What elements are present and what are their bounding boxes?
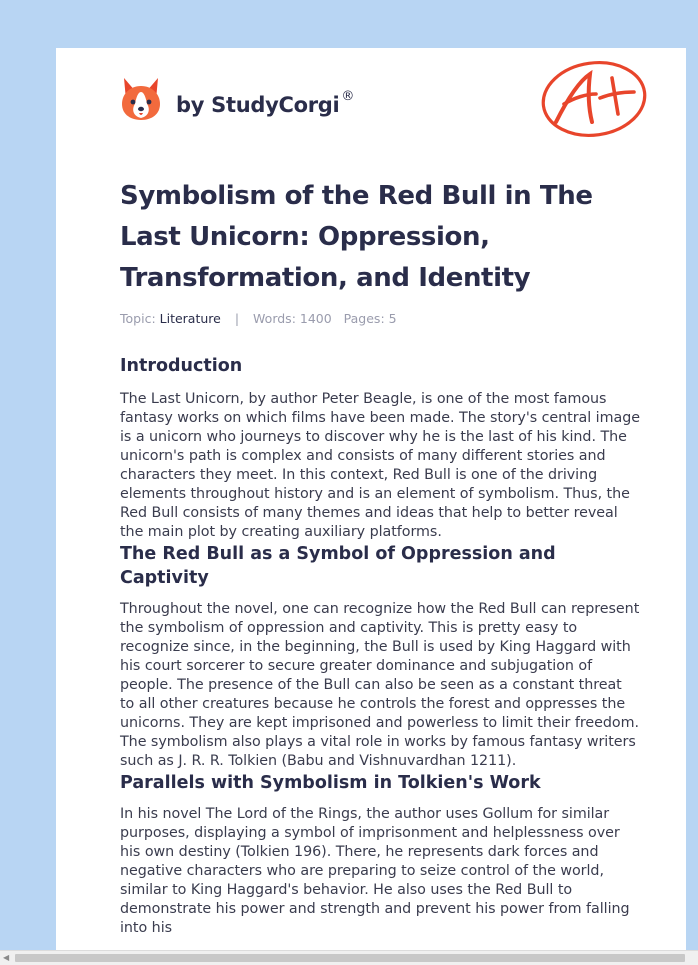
- section-paragraph-tolkien: In his novel The Lord of the Rings, the author uses Gollum for similar purposes, displaying a symbol of imprisonment and helplessness over his own destiny (Tolkien 196). There, he represents dark forces and negative characters who are preparing to seize control of the world, similar to King Haggard's behavior. He also uses the Red Bull to demonstrate his power and strength and prevent his power from falling into his: [120, 806, 630, 936]
- grade-a-plus-icon: [538, 58, 650, 140]
- document-title: Symbolism of the Red Bull in The Last Unicorn: Oppression, Transformation, and Identity: [120, 181, 593, 293]
- topic-label: Topic:: [120, 311, 156, 326]
- corgi-icon: [120, 76, 162, 122]
- document-body: [120, 354, 640, 938]
- registered-mark: ®: [341, 89, 355, 104]
- section-heading-tolkien: Parallels with Symbolism in Tolkien's Work: [120, 773, 541, 793]
- document-page: [56, 48, 686, 950]
- topic-link[interactable]: Literature: [159, 311, 221, 326]
- meta-separator: |: [234, 311, 240, 326]
- scrollbar-thumb[interactable]: [15, 954, 685, 962]
- section-heading-oppression: The Red Bull as a Symbol of Oppression and Captivity: [120, 544, 556, 588]
- document-meta: [120, 311, 397, 326]
- studycorgi-logo[interactable]: [120, 76, 354, 122]
- scroll-left-arrow-icon[interactable]: ◀: [3, 953, 10, 962]
- brand-name: by StudyCorgi ®: [176, 89, 355, 117]
- grade-badge: [538, 58, 650, 144]
- section-paragraph-introduction: The Last Unicorn, by author Peter Beagle, is one of the most famous fantasy works on which films have been made. The story's central image is a unicorn who journeys to discover why he is the last of his kind. The unicorn's path is complex and consists of many different stories and characters they meet. In this context, Red Bull is one of the driving elements throughout history and is an element of symbolism. Thus, the Red Bull consists of many themes and ideas that help to better reveal the main plot by creating auxiliary platforms.: [120, 391, 640, 540]
- section-paragraph-oppression: Throughout the novel, one can recognize how the Red Bull can represent the symbolism of oppression and captivity. This is pretty easy to recognize since, in the beginning, the Bull is used by King Haggard with his court sorcerer to secure greater dominance and subjugation of people. The presence of the Bull can also be seen as a constant threat to all other creatures because he controls the forest and oppresses the unicorns. They are kept imprisoned and powerless to limit their freedom. The symbolism also plays a vital role in works by famous fantasy writers such as J. R. R. Tolkien (Babu and Vishnuvardhan 1211).: [120, 601, 640, 769]
- word-count: Words: 1400: [253, 311, 332, 326]
- section-heading-introduction: Introduction: [120, 356, 243, 376]
- page-count: Pages: 5: [343, 311, 397, 326]
- horizontal-scrollbar[interactable]: [0, 950, 698, 965]
